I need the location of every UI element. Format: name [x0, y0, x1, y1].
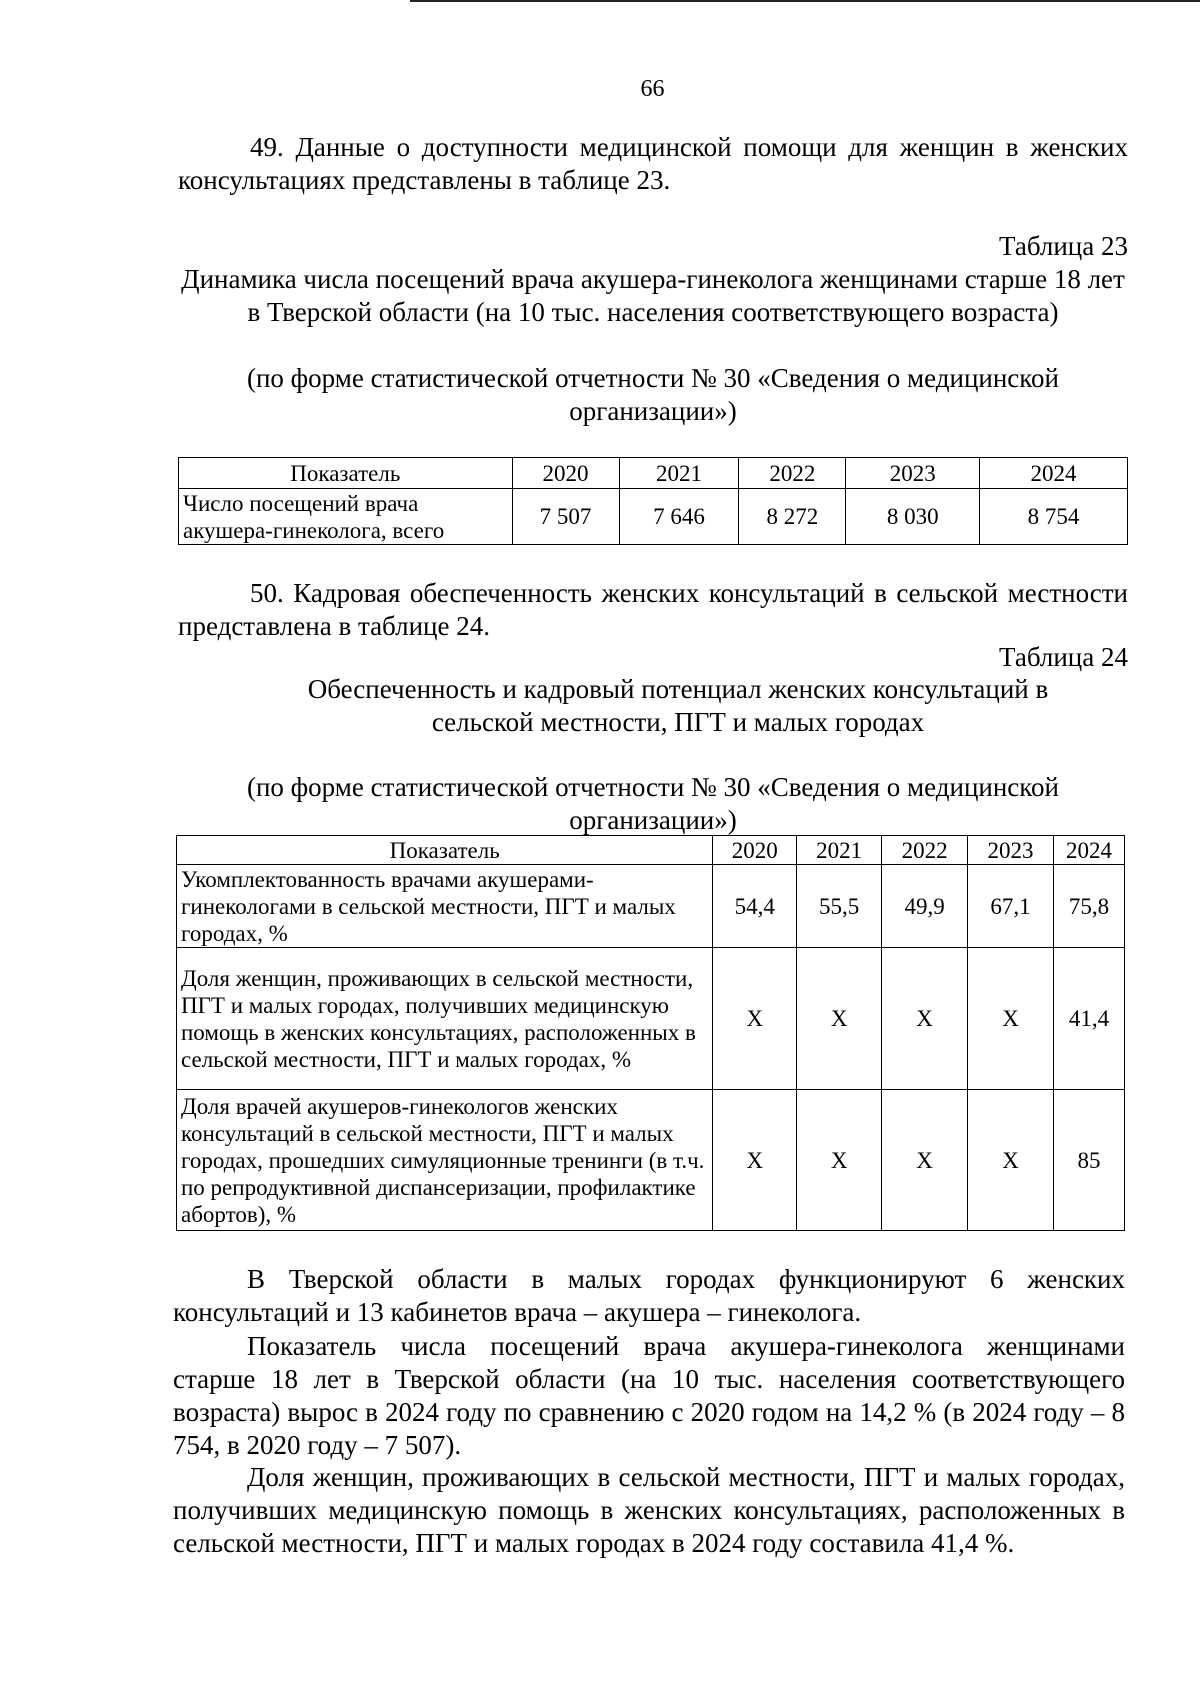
paragraph-49: 49. Данные о доступности медицинской помощи для женщин в женских консультациях представлены в таблице 23.: [178, 132, 1128, 195]
table-cell: 8 272: [739, 489, 846, 545]
table-row: [177, 948, 1125, 1090]
table-23-source: (по форме статистической отчетности № 30 «Сведения о медицинской организации»): [246, 363, 1059, 426]
header-cell: 2022: [739, 458, 846, 489]
header-cell: 2024: [1053, 836, 1124, 865]
row-label: Укомплектованность врачами акушерами-гинекологами в сельской местности, ПГТ и малых городах, %: [177, 865, 713, 948]
table-cell: Х: [797, 948, 882, 1090]
header-cell: 2020: [512, 458, 619, 489]
table-row: [177, 1090, 1125, 1231]
paragraph-50: 50. Кадровая обеспеченность женских консультаций в сельской местности представлена в таблице 24.: [178, 578, 1128, 641]
table-cell: Х: [882, 1090, 968, 1231]
table-24: [176, 835, 1125, 1231]
table-cell: 8 030: [846, 489, 980, 545]
table-cell: Х: [713, 1090, 797, 1231]
table-24-title: Обеспеченность и кадровый потенциал женских консультаций в сельской местности, ПГТ и малых городах: [307, 674, 1049, 737]
table-cell: 8 754: [980, 489, 1128, 545]
table-cell: Х: [713, 948, 797, 1090]
paragraph-small-towns: В Тверской области в малых городах функционируют 6 женских консультаций и 13 кабинетов врача – акушера – гинеколога.: [173, 1264, 1125, 1327]
table-row: [177, 865, 1125, 948]
table-cell: 75,8: [1053, 865, 1124, 948]
header-cell: 2022: [882, 836, 968, 865]
table-23-number: Таблица 23: [999, 231, 1128, 261]
table-23-title: Динамика числа посещений врача акушера-гинеколога женщинами старше 18 лет в Тверской области (на 10 тыс. населения соответствующего возраста): [181, 264, 1125, 327]
page-number: 66: [640, 76, 665, 102]
table-24-header-row: [177, 836, 1125, 865]
table-23: [178, 457, 1128, 545]
row-label: Доля женщин, проживающих в сельской местности, ПГТ и малых городах, получивших медицинскую помощь в женских консультациях, расположенных в сельской местности, ПГТ и малых городах, %: [177, 948, 713, 1090]
table-24-number: Таблица 24: [999, 642, 1128, 672]
header-cell: 2021: [619, 458, 739, 489]
paragraph-share: Доля женщин, проживающих в сельской местности, ПГТ и малых городах, получивших медицинскую помощь в женских консультациях, расположенных в сельской местности, ПГТ и малых городах в 2024 году составила 41,4 %.: [173, 1462, 1125, 1558]
table-24-source: (по форме статистической отчетности № 30 «Сведения о медицинской организации»): [246, 772, 1059, 835]
row-label: Доля врачей акушеров-гинекологов женских консультаций в сельской местности, ПГТ и малых городах, прошедших симуляционные тренинги (в т.ч. по репродуктивной диспансеризации, профилактике абортов), %: [177, 1090, 713, 1231]
header-cell: 2020: [713, 836, 797, 865]
table-cell: 67,1: [968, 865, 1054, 948]
table-row: [179, 489, 1128, 545]
table-cell: 49,9: [882, 865, 968, 948]
table-cell: Х: [882, 948, 968, 1090]
row-label: Число посещений врача акушера-гинеколога, всего: [179, 489, 513, 545]
header-cell: 2023: [968, 836, 1054, 865]
paragraph-visits: Показатель числа посещений врача акушера-гинеколога женщинами старше 18 лет в Тверской области (на 10 тыс. населения соответствующего возраста) вырос в 2024 году по сравнению с 2020 годом на 14,2 % (в 2024 году – 8 754, в 2020 году – 7 507).: [173, 1331, 1125, 1460]
top-rule: [410, 0, 1200, 2]
table-cell: Х: [797, 1090, 882, 1231]
table-cell: 55,5: [797, 865, 882, 948]
table-cell: 54,4: [713, 865, 797, 948]
table-cell: 41,4: [1053, 948, 1124, 1090]
header-cell: Показатель: [177, 836, 713, 865]
table-cell: 85: [1053, 1090, 1124, 1231]
header-cell: 2023: [846, 458, 980, 489]
table-cell: 7 507: [512, 489, 619, 545]
table-cell: 7 646: [619, 489, 739, 545]
header-cell: 2024: [980, 458, 1128, 489]
table-23-header-row: [179, 458, 1128, 489]
table-cell: Х: [968, 1090, 1054, 1231]
header-cell: 2021: [797, 836, 882, 865]
table-cell: Х: [968, 948, 1054, 1090]
header-cell: Показатель: [179, 458, 513, 489]
